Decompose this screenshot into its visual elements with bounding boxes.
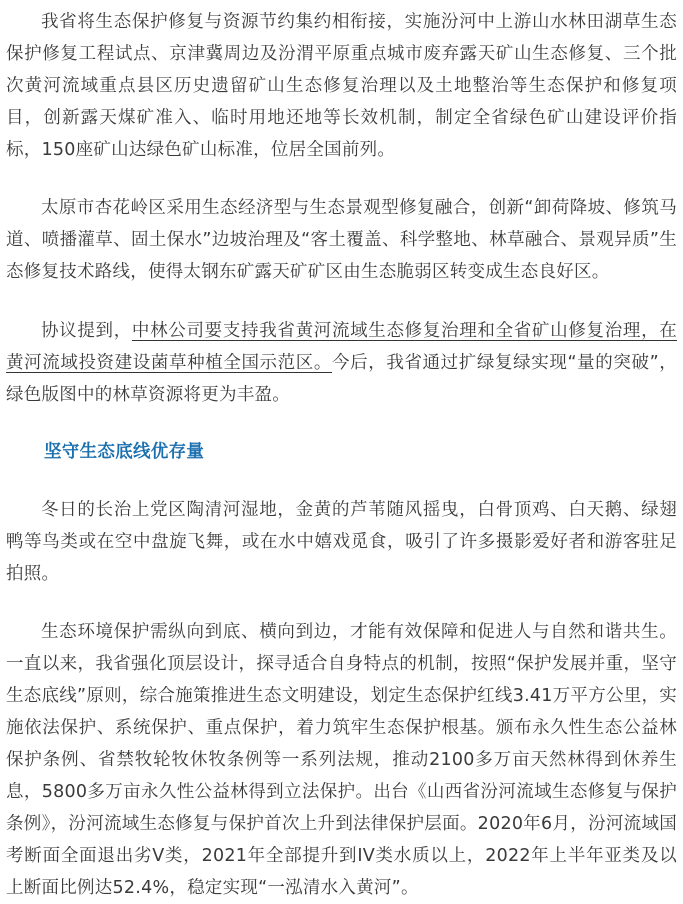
agreement-lead-text: 协议提到，	[41, 321, 132, 341]
paragraph-spacer	[6, 590, 677, 616]
paragraph-ecological-restoration: 我省将生态保护修复与资源节约集约相衔接，实施汾河中上游山水林田湖草生态保护修复工程试点、京津冀周边及汾渭平原重点城市废弃露天矿山生态修复、三个批次黄河流域重点县区历史遗留矿山生态修复治理以及土地整治等生态保护和修复项目，创新露天煤矿准入、临时用地还地等长效机制，制定全省绿色矿山建设评价指标，150座矿山达绿色矿山标准，位居全国前列。	[6, 12, 677, 160]
paragraph-spacer	[6, 288, 677, 315]
section-heading: 坚守生态底线优存量	[44, 442, 205, 462]
paragraph-protection-policy: 生态环境保护需纵向到底、横向到边，才能有效保障和促进人与自然和谐共生。一直以来，我省强化顶层设计，探寻适合自身特点的机制，按照“保护发展并重，坚守生态底线”原则，综合施策推进生态文明建设，划定生态保护红线3.41万平方公里，实施依法保护、系统保护、重点保护，着力筑牢生态保护根基。颁布永久性生态公益林保护条例、省禁牧轮牧休牧条例等一系列法规，推动2100多万亩天然林得到休养生息，5800多万亩永久性公益林得到立法保护。出台《山西省汾河流域生态修复与保护条例》，汾河流域生态修复与保护首次上升到法律保护层面。2020年6月，汾河流域国考断面全面退出劣V类，2021年全部提升到IV类水质以上，2022年上半年亚类及以上断面比例达52.4%，稳定实现“一泓清水入黄河”。	[6, 622, 677, 898]
paragraph-spacer	[6, 468, 677, 494]
agreement-tail-text: 今后，我省通过扩绿复绿实现“量的突破”，绿色版图中的林草资源将更为丰盈。	[6, 353, 677, 405]
paragraph-spacer	[6, 166, 677, 192]
paragraph-wetland: 冬日的长治上党区陶清河湿地，金黄的芦苇随风摇曳，白骨顶鸡、白天鹅、绿翅鸭等鸟类或在空中盘旋飞舞，或在水中嬉戏觅食，吸引了许多摄影爱好者和游客驻足拍照。	[6, 500, 677, 584]
paragraph-spacer	[6, 411, 677, 436]
paragraph-agreement	[6, 315, 677, 411]
paragraph-taiyuan-case: 太原市杏花岭区采用生态经济型与生态景观型修复融合，创新“卸荷降坡、修筑马道、喷播灌草、固土保水”边坡治理及“客土覆盖、科学整地、林草融合、景观异质”生态修复技术路线，使得太钢东矿露天矿矿区由生态脆弱区转变成生态良好区。	[6, 198, 677, 282]
agreement-underlined-text: 中林公司要支持我省黄河流域生态修复治理和全省矿山修复治理，在黄河流域投资建设菌草种植全国示范区。	[6, 321, 678, 373]
